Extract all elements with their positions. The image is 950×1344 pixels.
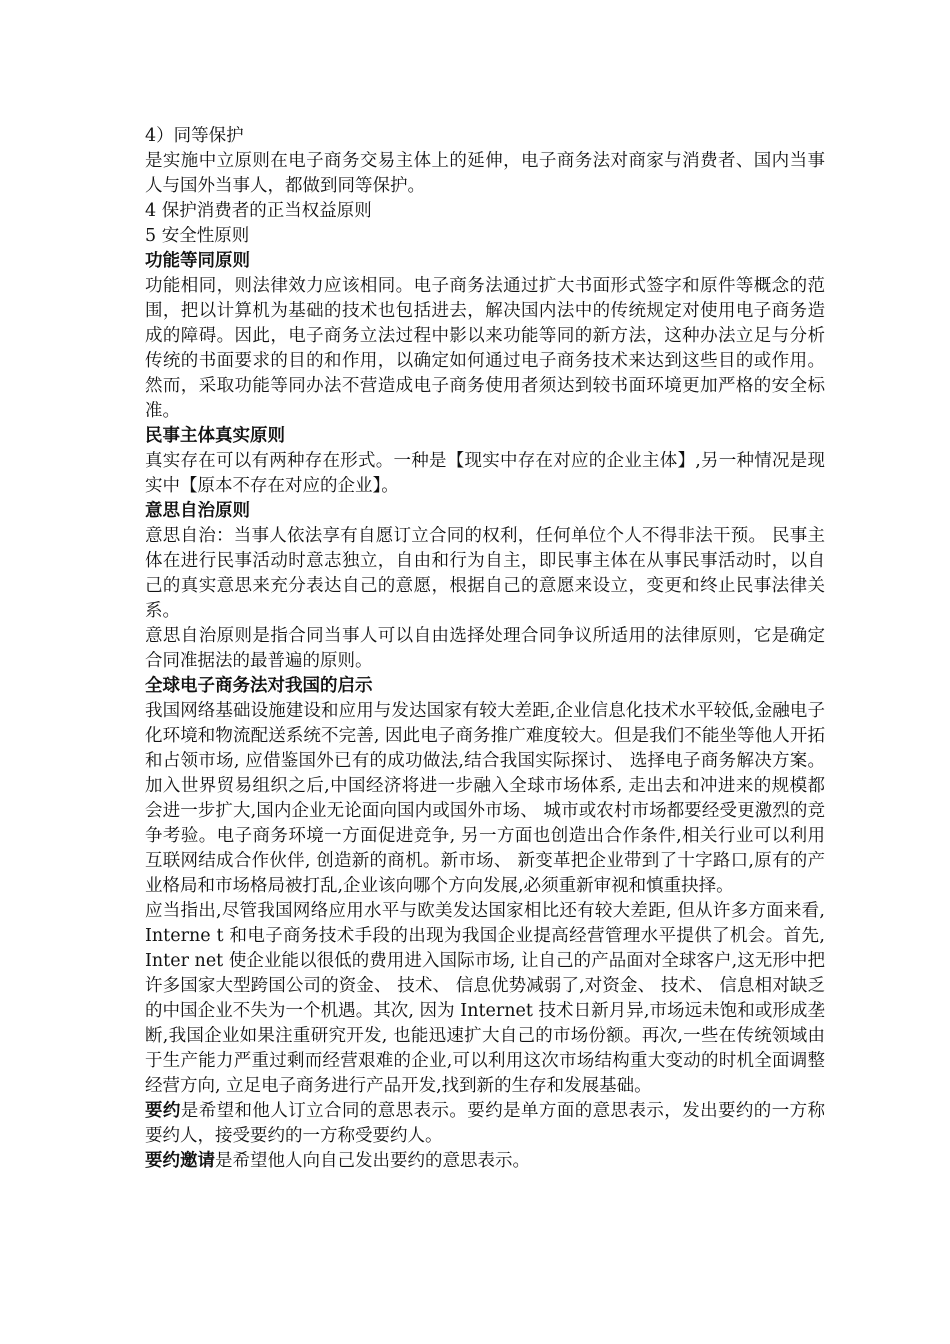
invitation-definition: 是希望他人向自己发出要约的意思表示。 — [215, 1151, 530, 1171]
term-invitation: 要约邀请 — [145, 1151, 215, 1171]
list-item-security: 5 安全性原则 — [145, 226, 250, 246]
paragraph-autonomy-2: 意思自治原则是指合同当事人可以自由选择处理合同争议所适用的法律原则，它是确定合同准据法的最普遍的原则。 — [145, 626, 825, 671]
paragraph-equal-protection: 是实施中立原则在电子商务交易主体上的延伸，电子商务法对商家与消费者、国内当事人与国外当事人，都做到同等保护。 — [145, 151, 825, 196]
heading-functional-equivalence: 功能等同原则 — [145, 251, 250, 271]
paragraph-offer — [145, 1099, 825, 1149]
paragraph-functional-equivalence: 功能相同，则法律效力应该相同。电子商务法通过扩大书面形式签字和原件等概念的范围，把以计算机为基础的技术也包括进去，解决国内法中的传统规定对使用电子商务造成的障碍。因此，电子商务立法过程中影以来功能等同的新方法，这种办法立足与分析传统的书面要求的目的和作用，以确定如何通过电子商务技术来达到这些目的或作用。然而，采取功能等同办法不营造成电子商务使用者须达到较书面环境更加严格的安全标准。 — [145, 276, 825, 421]
paragraph-autonomy-1: 意思自治：当事人依法享有自愿订立合同的权利，任何单位个人不得非法干预。 民事主体在进行民事活动时意志独立，自由和行为自主，即民事主体在从事民事活动时，以自己的真实意思来充分表达自己的意愿，根据自己的意愿来设立，变更和终止民事法律关系。 — [145, 526, 825, 621]
paragraph-civil-subject: 真实存在可以有两种存在形式。一种是【现实中存在对应的企业主体】,另一种情况是现实中【原本不存在对应的企业】。 — [145, 451, 825, 496]
paragraph-global-2: 应当指出,尽管我国网络应用水平与欧美发达国家相比还有较大差距, 但从许多方面来看, Interne t 和电子商务技术手段的出现为我国企业提高经营管理水平提供了机会。首先, Inter net 使企业能以很低的费用进入国际市场, 让自己的产品面对全球客户,这无形中把许多国家大型跨国公司的资金、 技术、 信息优势减弱了,对资金、 技术、 信息相对缺乏的中国企业不失为一个机遇。其次, 因为 Internet 技术日新月异,市场远未饱和或形成垄断,我国企业如果注重研究开发, 也能迅速扩大自己的市场份额。再次,一些在传统领域由于生产能力严重过剩而经营艰难的企业,可以利用这次市场结构重大变动的时机全面调整经营方向, 立足电子商务进行产品开发,找到新的生存和发展基础。 — [145, 901, 825, 1096]
paragraph-global-1: 我国网络基础设施建设和应用与发达国家有较大差距,企业信息化技术水平较低,金融电子化环境和物流配送系统不完善, 因此电子商务推广难度较大。但是我们不能坐等他人开拓和占领市场, 应借鉴国外已有的成功做法,结合我国实际探讨、 选择电子商务解决方案。加入世界贸易组织之后,中国经济将进一步融入全球市场体系, 走出去和冲进来的规模都会进一步扩大,国内企业无论面向国内或国外市场、 城市或农村市场都要经受更激烈的竞争考验。电子商务环境一方面促进竞争, 另一方面也创造出合作条件,相关行业可以利用互联网结成合作伙伴, 创造新的商机。新市场、 新变革把企业带到了十字路口,原有的产业格局和市场格局被打乱,企业该向哪个方向发展,必须重新审视和慎重抉择。 — [145, 701, 825, 896]
offer-definition: 是希望和他人订立合同的意思表示。要约是单方面的意思表示，发出要约的一方称要约人，接受要约的一方称受要约人。 — [145, 1101, 825, 1146]
heading-autonomy: 意思自治原则 — [145, 501, 250, 521]
paragraph-invitation — [145, 1149, 825, 1174]
heading-global-ecommerce: 全球电子商务法对我国的启示 — [145, 676, 373, 696]
term-offer: 要约 — [145, 1101, 181, 1121]
list-item-equal-protection: 4）同等保护 — [145, 126, 244, 146]
document-body — [145, 124, 825, 1174]
heading-civil-subject: 民事主体真实原则 — [145, 426, 285, 446]
list-item-consumer-rights: 4 保护消费者的正当权益原则 — [145, 201, 372, 221]
